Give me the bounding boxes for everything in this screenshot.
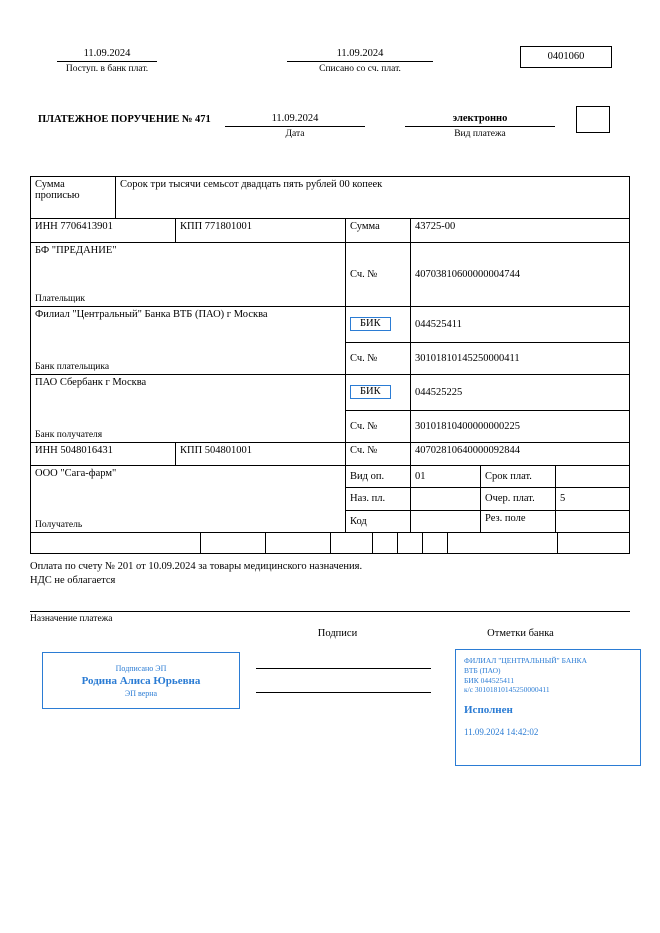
pay-purpose-label: Наз. пл. xyxy=(346,488,411,509)
reserve-value xyxy=(556,511,629,532)
payer-bank-account-row xyxy=(346,343,629,375)
payee-bank-section-label: Банк получателя xyxy=(35,430,103,440)
amount-words-value: Сорок три тысячи семьсот двадцать пять рублей 00 копеек xyxy=(120,179,383,190)
priority-label: Очер. плат. xyxy=(481,488,556,509)
empty-cell xyxy=(398,533,423,553)
payer-row xyxy=(31,243,629,307)
op-type-value: 01 xyxy=(411,466,481,487)
signature-stamp xyxy=(42,652,240,709)
payee-bank-right xyxy=(346,375,629,442)
signature-line-1 xyxy=(256,668,431,669)
payee-bank-bik-label: БИК xyxy=(350,385,391,399)
payee-inn: ИНН 5048016431 xyxy=(31,443,176,465)
amount-words-label: Сумма прописью xyxy=(31,177,116,218)
payee-bank-cell xyxy=(31,375,346,442)
payee-bank-bik: 044525225 xyxy=(415,386,463,398)
payee-right xyxy=(346,466,629,532)
empty-cell xyxy=(266,533,331,553)
reserve-label: Рез. поле xyxy=(481,511,556,532)
stamp-signer-name: Родина Алиса Юрьевна xyxy=(81,674,201,687)
bank-stamp-corr-account: к/с 30101810145250000411 xyxy=(464,685,550,695)
priority-value: 5 xyxy=(560,493,566,505)
bank-stamp-status: Исполнен xyxy=(464,704,513,716)
payment-kind: электронно xyxy=(405,113,555,127)
pay-term-label: Срок плат. xyxy=(481,466,556,487)
payee-section-label: Получатель xyxy=(35,520,83,530)
priority-row xyxy=(346,488,629,510)
stamp-valid-label: ЭП верна xyxy=(124,688,158,698)
payee-bank-bik-label-cell xyxy=(346,375,411,410)
document-date-field xyxy=(225,113,365,139)
payee-inn-kpp-row xyxy=(31,443,629,466)
payer-bank-section-label: Банк плательщика xyxy=(35,362,110,372)
payer-bank-right xyxy=(346,307,629,374)
purpose-line-1: Оплата по счету № 201 от 10.09.2024 за товары медицинского назначения. xyxy=(30,561,363,572)
received-date: 11.09.2024 xyxy=(57,48,157,62)
payee-bank-account-label: Сч. № xyxy=(346,411,411,443)
bottom-strip-row xyxy=(31,533,629,553)
purpose-line-2: НДС не облагается xyxy=(30,575,116,587)
payee-row xyxy=(31,466,629,533)
pay-purpose-value xyxy=(411,488,481,509)
empty-checkbox xyxy=(576,106,610,133)
empty-cell xyxy=(558,533,629,553)
amount-words-row xyxy=(31,177,629,219)
payer-bank-bik-label: БИК xyxy=(350,317,391,331)
bank-stamp xyxy=(455,649,641,766)
payee-name: ООО "Сага-фарм" xyxy=(35,468,117,479)
payee-account: 40702810640000092844 xyxy=(415,445,520,456)
payer-bank-bik-label-cell xyxy=(346,307,411,342)
payer-bank-bik-row xyxy=(346,307,629,343)
payment-kind-field xyxy=(405,113,555,139)
bank-stamp-line-2: ВТБ (ПАО) xyxy=(464,665,501,675)
payer-bank-cell xyxy=(31,307,346,374)
signature-line-2 xyxy=(256,692,431,693)
bank-stamp-bik: БИК 044525411 xyxy=(464,675,515,685)
payer-bank-name: Филиал "Центральный" Банка ВТБ (ПАО) г Москва xyxy=(35,309,268,320)
received-date-field xyxy=(57,48,157,74)
purpose-divider xyxy=(30,611,630,612)
payer-kpp: КПП 771801001 xyxy=(176,219,346,242)
payee-kpp: КПП 504801001 xyxy=(176,443,346,465)
payment-kind-label: Вид платежа xyxy=(454,129,506,139)
empty-cell xyxy=(31,533,201,553)
received-date-label: Поступ. в банк плат. xyxy=(65,64,149,74)
payee-cell xyxy=(31,466,346,532)
document-title: ПЛАТЕЖНОЕ ПОРУЧЕНИЕ № 471 xyxy=(38,114,211,125)
payer-section-label: Плательщик xyxy=(35,294,86,304)
payer-inn: ИНН 7706413901 xyxy=(31,219,176,242)
op-type-label: Вид оп. xyxy=(346,466,411,487)
empty-cell xyxy=(448,533,558,553)
op-type-row xyxy=(346,466,629,488)
payee-bank-account-row xyxy=(346,411,629,443)
empty-cell xyxy=(331,533,373,553)
stamp-signed-label: Подписано ЭП xyxy=(115,663,167,673)
signatures-label: Подписи xyxy=(317,628,358,639)
payer-bank-bik: 044525411 xyxy=(415,318,462,330)
payee-bank-row xyxy=(31,375,629,443)
payer-bank-row xyxy=(31,307,629,375)
debited-date: 11.09.2024 xyxy=(287,48,433,62)
payee-bank-bik-row xyxy=(346,375,629,411)
document-date-label: Дата xyxy=(285,129,305,139)
code-label: Код xyxy=(346,511,411,532)
code-row xyxy=(346,511,629,532)
purpose-section-label: Назначение платежа xyxy=(30,614,113,624)
payment-table xyxy=(30,176,630,554)
amount-label: Сумма xyxy=(346,219,411,242)
code-value xyxy=(411,511,481,532)
empty-cell xyxy=(423,533,448,553)
payer-account-label: Сч. № xyxy=(346,243,411,306)
payer-bank-account-label: Сч. № xyxy=(346,343,411,375)
payer-inn-kpp-row xyxy=(31,219,629,243)
payer-account: 40703810600000004744 xyxy=(415,269,520,280)
payee-bank-name: ПАО Сбербанк г Москва xyxy=(35,377,147,388)
empty-cell xyxy=(373,533,398,553)
empty-cell xyxy=(201,533,266,553)
bank-stamp-datetime: 11.09.2024 14:42:02 xyxy=(464,727,539,738)
amount-value: 43725-00 xyxy=(415,221,456,232)
form-code-box: 0401060 xyxy=(520,46,612,68)
payer-name: БФ "ПРЕДАНИЕ" xyxy=(35,245,117,256)
debited-date-label: Списано со сч. плат. xyxy=(319,64,401,74)
purpose-text xyxy=(30,560,610,588)
bank-stamp-line-1: ФИЛИАЛ "ЦЕНТРАЛЬНЫЙ" БАНКА xyxy=(464,656,588,665)
payee-bank-account: 30101810400000000225 xyxy=(415,420,520,432)
bank-marks-label: Отметки банка xyxy=(487,628,554,639)
payer-bank-account: 30101810145250000411 xyxy=(415,352,520,364)
document-date: 11.09.2024 xyxy=(225,113,365,127)
payer-cell xyxy=(31,243,346,306)
debited-date-field xyxy=(287,48,433,74)
payee-account-label: Сч. № xyxy=(346,443,411,465)
pay-term-value xyxy=(556,466,629,487)
